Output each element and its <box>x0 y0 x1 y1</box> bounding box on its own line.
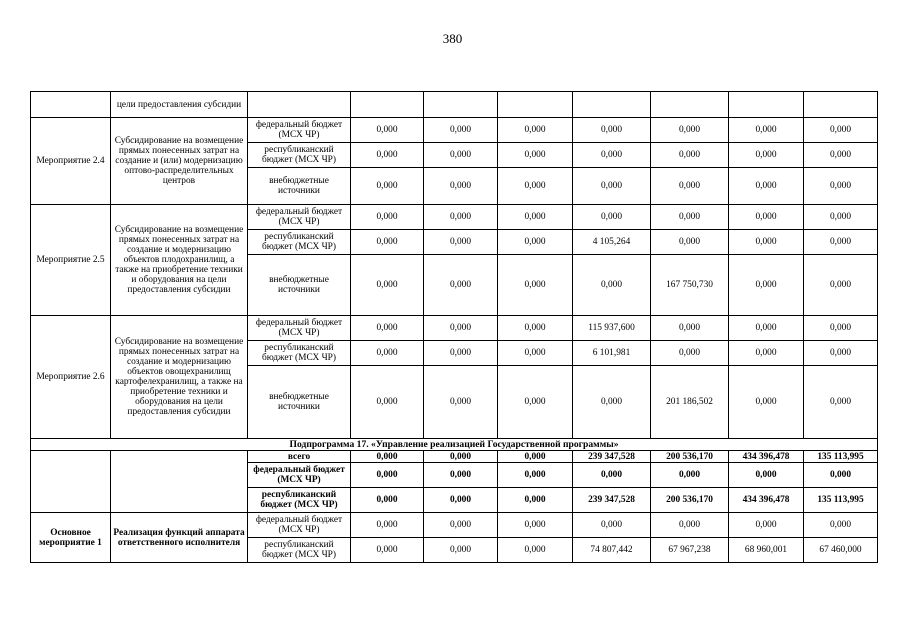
value-cell: 0,000 <box>351 168 424 205</box>
value-cell: 0,000 <box>729 230 804 255</box>
value-cell: 0,000 <box>651 463 729 488</box>
value-cell: 0,000 <box>498 513 573 538</box>
value-cell: 0,000 <box>424 316 498 341</box>
measure-description-cell: Субсидирование на возмещение прямых понесенных затрат на создание и модернизацию объектов плодохранилищ, а также на приобретение техники и оборудования на цели предоставления субсидии <box>111 205 248 316</box>
value-cell: 0,000 <box>424 538 498 563</box>
value-cell: 0,000 <box>351 538 424 563</box>
value-cell: 0,000 <box>424 488 498 513</box>
value-cell: 0,000 <box>651 316 729 341</box>
value-cell: 0,000 <box>573 463 651 488</box>
funding-source-cell: внебюджетные источники <box>248 366 351 439</box>
value-cell: 0,000 <box>804 463 878 488</box>
measure-name-cell: Основное мероприятие 1 <box>31 513 111 563</box>
value-cell: 0,000 <box>651 143 729 168</box>
value-cell: 0,000 <box>498 341 573 366</box>
measure-description-cell <box>111 451 248 513</box>
value-cell: 0,000 <box>498 366 573 439</box>
value-cell <box>351 92 424 118</box>
subprogram-row <box>31 439 878 451</box>
value-cell: 0,000 <box>424 255 498 316</box>
value-cell: 0,000 <box>351 316 424 341</box>
value-cell: 0,000 <box>729 205 804 230</box>
value-cell <box>573 92 651 118</box>
funding-source-cell: республиканский бюджет (МСХ ЧР) <box>248 538 351 563</box>
value-cell: 0,000 <box>573 513 651 538</box>
value-cell: 0,000 <box>498 230 573 255</box>
value-cell: 6 101,981 <box>573 341 651 366</box>
value-cell: 0,000 <box>573 366 651 439</box>
funding-source-cell: всего <box>248 451 351 463</box>
funding-source-cell: федеральный бюджет (МСХ ЧР) <box>248 463 351 488</box>
table-row <box>31 513 878 538</box>
value-cell: 0,000 <box>424 143 498 168</box>
value-cell: 0,000 <box>804 366 878 439</box>
value-cell: 434 396,478 <box>729 488 804 513</box>
value-cell: 0,000 <box>804 316 878 341</box>
funding-source-cell <box>248 92 351 118</box>
value-cell: 0,000 <box>498 255 573 316</box>
value-cell: 0,000 <box>498 316 573 341</box>
value-cell: 0,000 <box>498 205 573 230</box>
value-cell: 200 536,170 <box>651 451 729 463</box>
value-cell: 0,000 <box>729 168 804 205</box>
value-cell: 0,000 <box>424 451 498 463</box>
measure-description-cell: цели предоставления субсидии <box>111 92 248 118</box>
value-cell: 0,000 <box>729 513 804 538</box>
value-cell: 434 396,478 <box>729 451 804 463</box>
value-cell: 0,000 <box>729 255 804 316</box>
value-cell: 0,000 <box>351 463 424 488</box>
value-cell: 0,000 <box>351 341 424 366</box>
measure-description-cell: Субсидирование на возмещение прямых понесенных затрат на создание и (или) модернизацию оптово-распределительных центров <box>111 118 248 205</box>
value-cell: 0,000 <box>573 143 651 168</box>
measure-description-cell: Субсидирование на возмещение прямых понесенных затрат на создание и модернизацию объектов овощехранилищ картофелехранилищ, а также на приобретение техники и оборудования на цели предоставления субсидии <box>111 316 248 439</box>
value-cell: 0,000 <box>804 513 878 538</box>
value-cell: 0,000 <box>573 255 651 316</box>
value-cell: 0,000 <box>498 463 573 488</box>
value-cell: 0,000 <box>498 451 573 463</box>
value-cell: 0,000 <box>804 230 878 255</box>
funding-source-cell: федеральный бюджет (МСХ ЧР) <box>248 513 351 538</box>
value-cell: 74 807,442 <box>573 538 651 563</box>
value-cell: 0,000 <box>804 255 878 316</box>
value-cell: 239 347,528 <box>573 451 651 463</box>
budget-table <box>30 91 878 563</box>
value-cell: 0,000 <box>498 168 573 205</box>
value-cell: 0,000 <box>498 143 573 168</box>
value-cell: 0,000 <box>651 205 729 230</box>
value-cell: 68 960,001 <box>729 538 804 563</box>
value-cell <box>651 92 729 118</box>
value-cell: 67 967,238 <box>651 538 729 563</box>
measure-name-cell <box>31 451 111 513</box>
value-cell <box>498 92 573 118</box>
measure-name-cell: Мероприятие 2.6 <box>31 316 111 439</box>
value-cell: 0,000 <box>424 513 498 538</box>
value-cell: 0,000 <box>498 488 573 513</box>
value-cell: 0,000 <box>351 451 424 463</box>
value-cell: 0,000 <box>804 205 878 230</box>
value-cell <box>424 92 498 118</box>
value-cell: 0,000 <box>424 230 498 255</box>
value-cell: 0,000 <box>351 366 424 439</box>
value-cell: 0,000 <box>351 205 424 230</box>
value-cell: 67 460,000 <box>804 538 878 563</box>
value-cell: 4 105,264 <box>573 230 651 255</box>
value-cell: 0,000 <box>424 463 498 488</box>
value-cell: 0,000 <box>424 366 498 439</box>
funding-source-cell: республиканский бюджет (МСХ ЧР) <box>248 230 351 255</box>
value-cell: 0,000 <box>498 538 573 563</box>
value-cell: 0,000 <box>804 118 878 143</box>
funding-source-cell: федеральный бюджет (МСХ ЧР) <box>248 316 351 341</box>
value-cell: 0,000 <box>729 118 804 143</box>
value-cell: 0,000 <box>351 513 424 538</box>
value-cell: 201 186,502 <box>651 366 729 439</box>
measure-name-cell <box>31 92 111 118</box>
table-row <box>31 316 878 341</box>
value-cell: 0,000 <box>729 316 804 341</box>
value-cell: 0,000 <box>351 488 424 513</box>
measure-description-cell: Реализация функций аппарата ответственного исполнителя <box>111 513 248 563</box>
value-cell: 0,000 <box>424 341 498 366</box>
value-cell: 0,000 <box>573 118 651 143</box>
value-cell: 0,000 <box>651 168 729 205</box>
value-cell: 167 750,730 <box>651 255 729 316</box>
funding-source-cell: республиканский бюджет (МСХ ЧР) <box>248 143 351 168</box>
table-row <box>31 205 878 230</box>
value-cell: 200 536,170 <box>651 488 729 513</box>
value-cell: 0,000 <box>651 513 729 538</box>
value-cell: 0,000 <box>729 341 804 366</box>
value-cell: 0,000 <box>424 118 498 143</box>
funding-source-cell: республиканский бюджет (МСХ ЧР) <box>248 488 351 513</box>
subprogram-title: Подпрограмма 17. «Управление реализацией Государственной программы» <box>31 439 878 451</box>
value-cell: 0,000 <box>573 205 651 230</box>
table-row <box>31 118 878 143</box>
value-cell <box>729 92 804 118</box>
value-cell: 0,000 <box>804 168 878 205</box>
value-cell: 0,000 <box>424 205 498 230</box>
value-cell: 0,000 <box>351 118 424 143</box>
value-cell <box>804 92 878 118</box>
value-cell: 0,000 <box>729 143 804 168</box>
table-row <box>31 92 878 118</box>
value-cell: 0,000 <box>351 143 424 168</box>
funding-source-cell: республиканский бюджет (МСХ ЧР) <box>248 341 351 366</box>
value-cell: 0,000 <box>804 341 878 366</box>
value-cell: 0,000 <box>651 118 729 143</box>
value-cell: 0,000 <box>804 143 878 168</box>
value-cell: 0,000 <box>651 230 729 255</box>
value-cell: 239 347,528 <box>573 488 651 513</box>
value-cell: 135 113,995 <box>804 451 878 463</box>
page-number: 380 <box>442 31 463 46</box>
value-cell: 0,000 <box>729 463 804 488</box>
funding-source-cell: федеральный бюджет (МСХ ЧР) <box>248 205 351 230</box>
value-cell: 135 113,995 <box>804 488 878 513</box>
value-cell: 0,000 <box>651 341 729 366</box>
funding-source-cell: федеральный бюджет (МСХ ЧР) <box>248 118 351 143</box>
value-cell: 0,000 <box>573 168 651 205</box>
funding-source-cell: внебюджетные источники <box>248 255 351 316</box>
value-cell: 0,000 <box>729 366 804 439</box>
measure-name-cell: Мероприятие 2.5 <box>31 205 111 316</box>
value-cell: 0,000 <box>424 168 498 205</box>
table-row <box>31 451 878 463</box>
measure-name-cell: Мероприятие 2.4 <box>31 118 111 205</box>
value-cell: 0,000 <box>351 230 424 255</box>
value-cell: 115 937,600 <box>573 316 651 341</box>
funding-source-cell: внебюджетные источники <box>248 168 351 205</box>
value-cell: 0,000 <box>498 118 573 143</box>
value-cell: 0,000 <box>351 255 424 316</box>
